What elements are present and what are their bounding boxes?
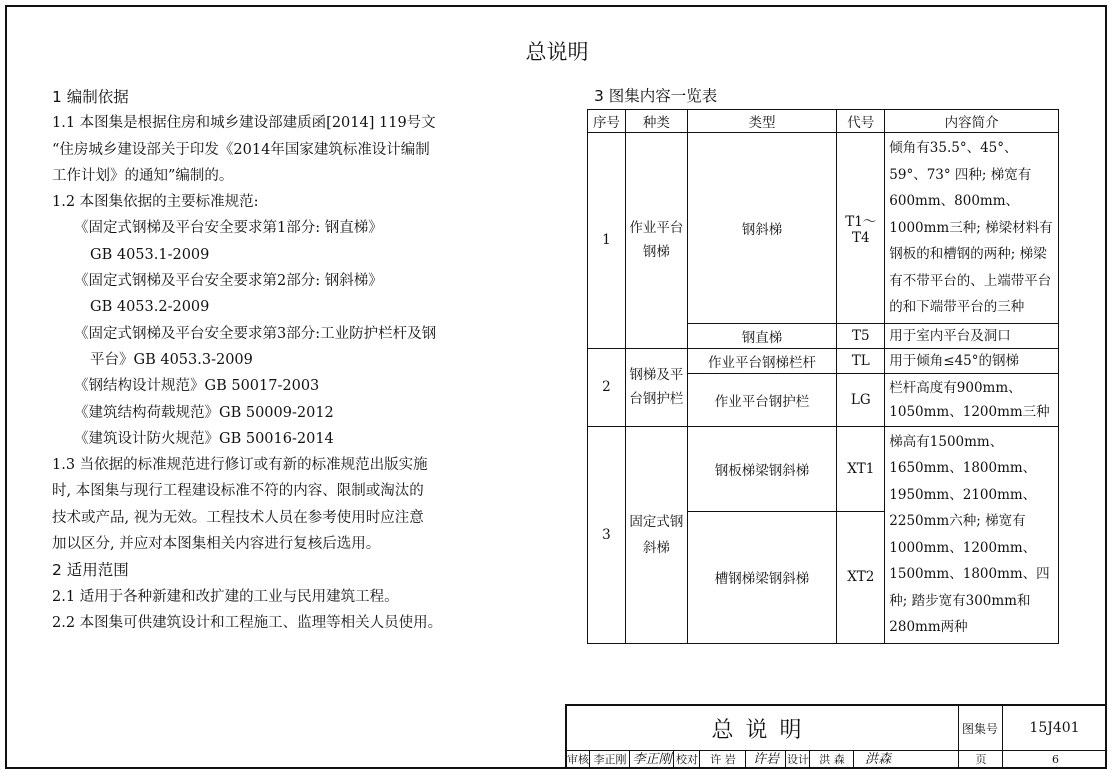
cell-code: T1～T4 — [837, 133, 885, 324]
standard-item: 《建筑设计防火规范》GB 50016-2014 — [74, 430, 334, 447]
standard-item-code: GB 4053.1-2009 — [90, 246, 210, 263]
design-signature: 洪森 — [853, 750, 902, 769]
paragraph-1-1: 1.1 本图集是根据住房和城乡建设部建质函[2014] 119号文 — [52, 115, 436, 132]
page-label: 页 — [958, 750, 1003, 769]
cell-desc: 栏杆高度有900mm、1050mm、1200mm三种 — [885, 373, 1059, 426]
cell-code: XT2 — [837, 511, 885, 643]
check-name: 许 岩 — [699, 750, 746, 769]
standard-item: 《固定式钢梯及平台安全要求第3部分:工业防护栏杆及钢 — [74, 325, 437, 342]
header-type: 类型 — [687, 110, 837, 133]
section-2-heading: 2 适用范围 — [52, 561, 129, 580]
cell-type: 钢板梯梁钢斜梯 — [687, 426, 837, 511]
design-name: 洪 森 — [809, 750, 854, 769]
cell-desc: 用于室内平台及洞口 — [885, 323, 1059, 348]
table-row — [588, 426, 1059, 511]
paragraph-1-3-cont: 技术或产品, 视为无效。工程技术人员在参考使用时应注意 — [52, 509, 424, 526]
cell-code: LG — [837, 373, 885, 426]
cell-kind: 作业平台钢梯 — [625, 133, 687, 349]
paragraph-2-1: 2.1 适用于各种新建和改扩建的工业与民用建筑工程。 — [52, 588, 399, 605]
review-signature: 李正刚 — [629, 750, 674, 769]
atlas-no-value: 15J401 — [1002, 706, 1107, 751]
cell-no: 2 — [588, 348, 626, 426]
header-no: 序号 — [588, 110, 626, 133]
cell-no: 3 — [588, 426, 626, 643]
title-block-name: 总说明 — [567, 706, 959, 751]
table-title: 3 图集内容一览表 — [594, 87, 718, 105]
paragraph-1-1-cont: “住房城乡建设部关于印发《2014年国家建筑标准设计编制 — [52, 141, 430, 158]
check-signature: 许岩 — [745, 750, 786, 769]
atlas-no-label: 图集号 — [958, 706, 1003, 751]
paragraph-1-2: 1.2 本图集依据的主要标准规范: — [52, 194, 259, 211]
title-block — [565, 704, 1107, 769]
table-row — [588, 133, 1059, 324]
cell-type: 槽钢梯梁钢斜梯 — [687, 511, 837, 643]
page-number: 6 — [1002, 750, 1108, 769]
cell-type: 作业平台钢护栏 — [687, 373, 837, 426]
contents-table — [587, 109, 1059, 644]
standard-item: 《固定式钢梯及平台安全要求第1部分: 钢直梯》 — [74, 220, 383, 237]
cell-type: 钢直梯 — [687, 323, 837, 348]
paragraph-1-3-cont: 加以区分, 并应对本图集相关内容进行复核后选用。 — [52, 536, 381, 553]
cell-code: XT1 — [837, 426, 885, 511]
header-code: 代号 — [837, 110, 885, 133]
cell-code: TL — [837, 348, 885, 373]
signature-row — [567, 750, 1107, 769]
standard-item-code: 平台》GB 4053.3-2009 — [90, 351, 253, 368]
header-desc: 内容简介 — [885, 110, 1059, 133]
cell-code: T5 — [837, 323, 885, 348]
standard-item-code: GB 4053.2-2009 — [90, 299, 210, 316]
standard-item: 《固定式钢梯及平台安全要求第2部分: 钢斜梯》 — [74, 273, 383, 290]
cell-type: 钢斜梯 — [687, 133, 837, 324]
cell-desc: 梯高有1500mm、1650mm、1800mm、1950mm、2100mm、2250mm六种; 梯宽有1000mm、1200mm、1500mm、1800mm、四种; 踏步宽有300mm和280mm两种 — [885, 426, 1059, 643]
paragraph-1-3-cont: 时, 本图集与现行工程建设标准不符的内容、限制或淘汰的 — [52, 483, 424, 500]
section-1-heading: 1 编制依据 — [52, 88, 129, 106]
cell-desc: 用于倾角≤45°的钢梯 — [885, 348, 1059, 373]
paragraph-1-1-cont: 工作计划》的通知”编制的。 — [52, 167, 234, 184]
cell-desc: 倾角有35.5°、45°、59°、73° 四种; 梯宽有600mm、800mm、1000mm三种; 梯梁材料有钢板的和槽钢的两种; 梯梁有不带平台的、上端带平台的和下端带平台的三种 — [885, 133, 1059, 324]
review-name: 李正刚 — [589, 750, 630, 769]
check-label: 校对 — [673, 750, 700, 769]
cell-no: 1 — [588, 133, 626, 349]
standard-item: 《钢结构设计规范》GB 50017-2003 — [74, 378, 320, 395]
cell-type: 作业平台钢梯栏杆 — [687, 348, 837, 373]
review-label: 审核 — [567, 753, 589, 766]
cell-kind: 钢梯及平台钢护栏 — [625, 348, 687, 426]
left-column — [52, 84, 552, 636]
paragraph-2-2: 2.2 本图集可供建筑设计和工程施工、监理等相关人员使用。 — [52, 614, 443, 631]
page-title: 总说明 — [525, 40, 589, 64]
cell-kind: 固定式钢斜梯 — [625, 426, 687, 643]
paragraph-1-3: 1.3 当依据的标准规范进行修订或有新的标准规范出版实施 — [52, 457, 428, 474]
design-label: 设计 — [785, 750, 810, 769]
table-row — [588, 348, 1059, 373]
standard-item: 《建筑结构荷载规范》GB 50009-2012 — [74, 404, 334, 421]
header-kind: 种类 — [625, 110, 687, 133]
table-header-row — [588, 110, 1059, 133]
